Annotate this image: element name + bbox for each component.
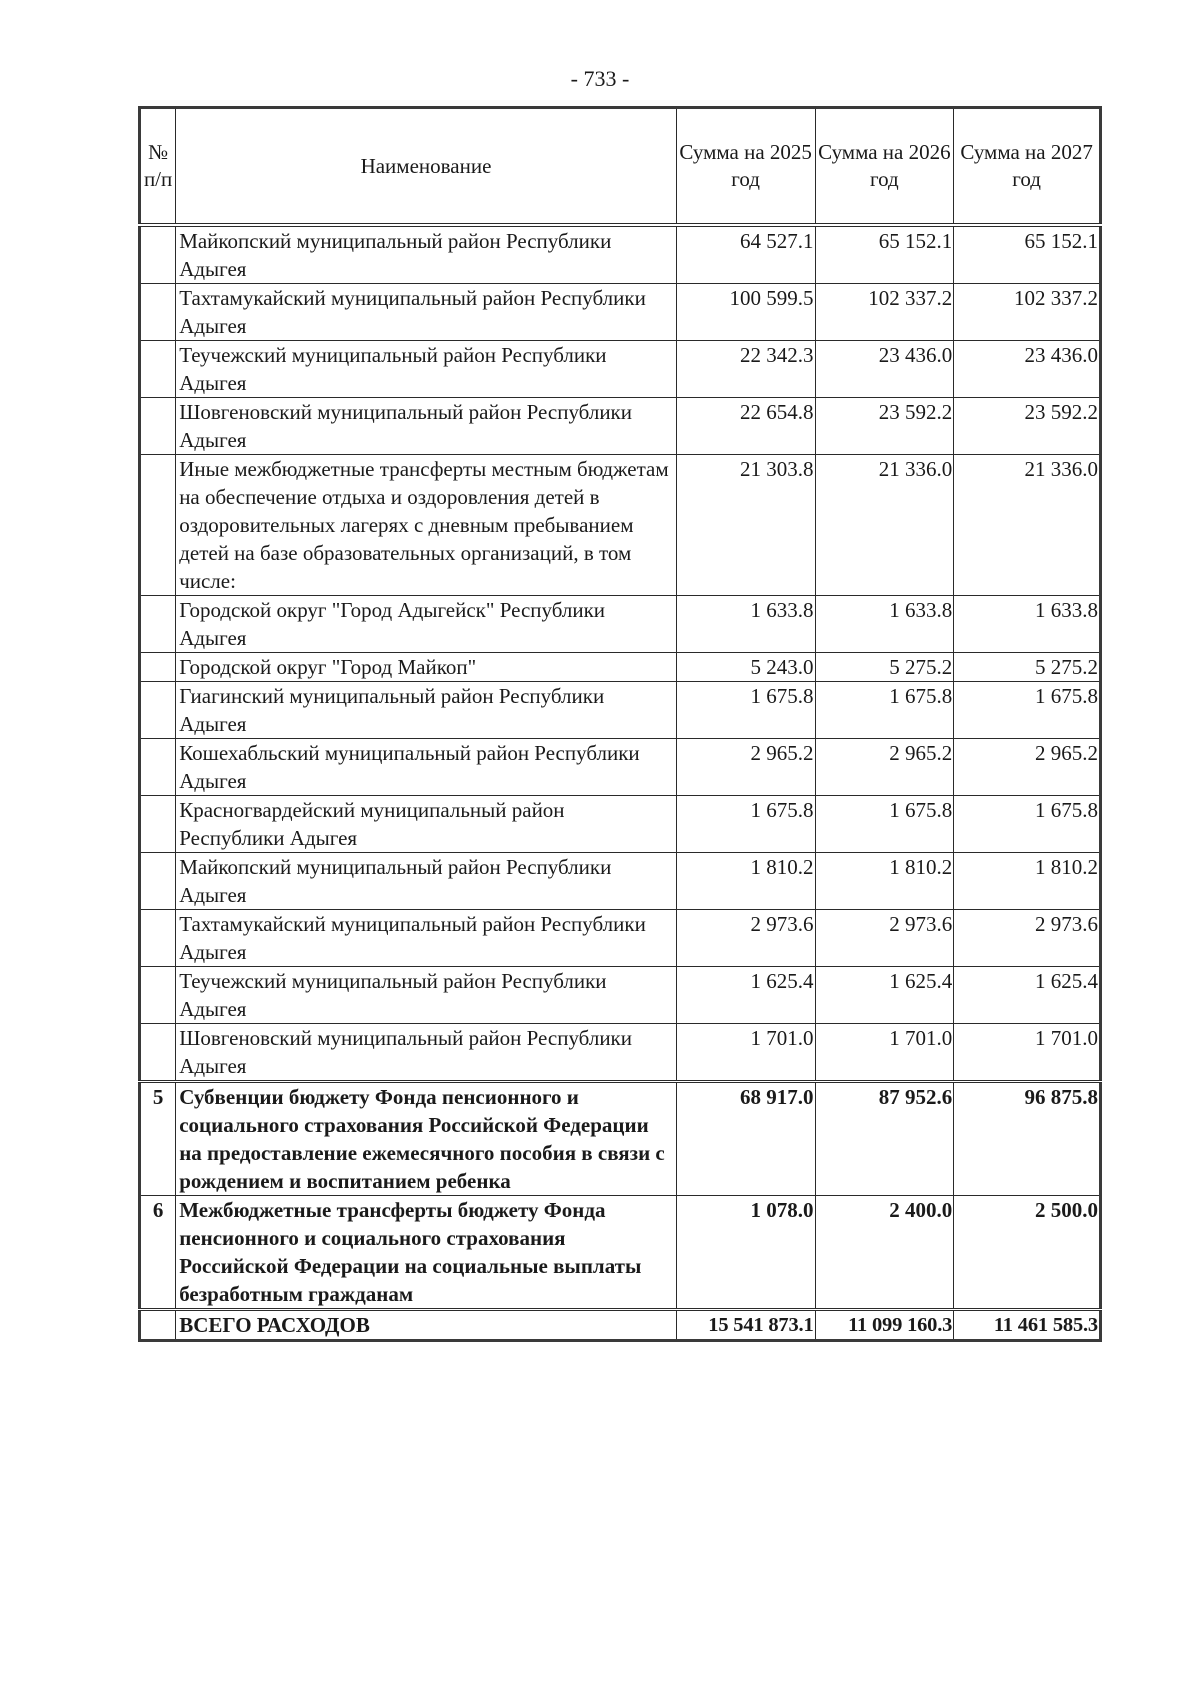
row-name: Красногвардейский муниципальный район Республики Адыгея (176, 796, 677, 853)
row-name: Тахтамукайский муниципальный район Республики Адыгея (176, 284, 677, 341)
row-value-2025: 2 973.6 (676, 910, 815, 967)
row-value-2027: 21 336.0 (954, 455, 1101, 596)
header-name: Наименование (176, 108, 677, 226)
table-header-row (140, 108, 1101, 226)
row-value-2027: 1 675.8 (954, 796, 1101, 853)
row-value-2027: 23 592.2 (954, 398, 1101, 455)
row-name: Городской округ "Город Адыгейск" Республики Адыгея (176, 596, 677, 653)
table-row-section-5 (140, 1082, 1101, 1196)
row-value-2026: 1 701.0 (815, 1024, 954, 1082)
total-value-2025: 15 541 873.1 (676, 1310, 815, 1341)
row-number (140, 682, 176, 739)
header-sum-2025: Сумма на 2025 год (676, 108, 815, 226)
total-label: ВСЕГО РАСХОДОВ (176, 1310, 677, 1341)
row-value-2025: 1 625.4 (676, 967, 815, 1024)
table-row (140, 284, 1101, 341)
row-value-2027: 96 875.8 (954, 1082, 1101, 1196)
row-value-2025: 1 633.8 (676, 596, 815, 653)
table-row (140, 596, 1101, 653)
row-number (140, 225, 176, 284)
row-value-2027: 23 436.0 (954, 341, 1101, 398)
row-number (140, 341, 176, 398)
table-row (140, 682, 1101, 739)
row-value-2025: 2 965.2 (676, 739, 815, 796)
row-value-2026: 2 965.2 (815, 739, 954, 796)
table-row (140, 1024, 1101, 1082)
row-value-2025: 1 675.8 (676, 796, 815, 853)
row-value-2025: 64 527.1 (676, 225, 815, 284)
row-number (140, 284, 176, 341)
row-number (140, 455, 176, 596)
table-row (140, 341, 1101, 398)
row-value-2027: 65 152.1 (954, 225, 1101, 284)
total-value-2026: 11 099 160.3 (815, 1310, 954, 1341)
row-number (140, 739, 176, 796)
header-no: № п/п (140, 108, 176, 226)
row-number: 6 (140, 1196, 176, 1310)
row-value-2025: 68 917.0 (676, 1082, 815, 1196)
row-value-2026: 1 625.4 (815, 967, 954, 1024)
row-value-2025: 1 810.2 (676, 853, 815, 910)
row-name: Кошехабльский муниципальный район Республики Адыгея (176, 739, 677, 796)
row-value-2026: 21 336.0 (815, 455, 954, 596)
table-row (140, 653, 1101, 682)
table-row (140, 967, 1101, 1024)
row-number (140, 398, 176, 455)
table-row (140, 853, 1101, 910)
table-row (140, 796, 1101, 853)
row-number: 5 (140, 1082, 176, 1196)
row-name: Городской округ "Город Майкоп" (176, 653, 677, 682)
row-value-2026: 23 436.0 (815, 341, 954, 398)
row-number (140, 1024, 176, 1082)
table-row (140, 739, 1101, 796)
row-name: Теучежский муниципальный район Республики Адыгея (176, 967, 677, 1024)
row-value-2025: 22 654.8 (676, 398, 815, 455)
row-name: Иные межбюджетные трансферты местным бюджетам на обеспечение отдыха и оздоровления детей в оздоровительных лагерях с дневным пребыванием детей на базе образовательных организаций, в том числе: (176, 455, 677, 596)
total-value-2027: 11 461 585.3 (954, 1310, 1101, 1341)
row-number (140, 967, 176, 1024)
row-value-2026: 2 973.6 (815, 910, 954, 967)
page-number: - 733 - (570, 66, 630, 91)
row-name: Межбюджетные трансферты бюджету Фонда пенсионного и социального страхования Российской Федерации на социальные выплаты безработным гражданам (176, 1196, 677, 1310)
row-value-2025: 1 675.8 (676, 682, 815, 739)
row-value-2026: 65 152.1 (815, 225, 954, 284)
row-value-2027: 1 625.4 (954, 967, 1101, 1024)
table-row (140, 455, 1101, 596)
row-value-2027: 1 810.2 (954, 853, 1101, 910)
row-value-2025: 22 342.3 (676, 341, 815, 398)
row-value-2026: 23 592.2 (815, 398, 954, 455)
row-value-2027: 1 633.8 (954, 596, 1101, 653)
table-total-row (140, 1310, 1101, 1341)
row-value-2025: 21 303.8 (676, 455, 815, 596)
budget-table (138, 106, 1102, 1342)
row-value-2026: 1 675.8 (815, 682, 954, 739)
row-value-2026: 1 810.2 (815, 853, 954, 910)
row-value-2027: 1 701.0 (954, 1024, 1101, 1082)
row-number (140, 910, 176, 967)
row-name: Майкопский муниципальный район Республики Адыгея (176, 853, 677, 910)
row-value-2026: 5 275.2 (815, 653, 954, 682)
row-name: Субвенции бюджету Фонда пенсионного и социального страхования Российской Федерации на предоставление ежемесячного пособия в связи с рождением и воспитанием ребенка (176, 1082, 677, 1196)
row-name: Тахтамукайский муниципальный район Республики Адыгея (176, 910, 677, 967)
row-value-2027: 102 337.2 (954, 284, 1101, 341)
row-number (140, 596, 176, 653)
table-row (140, 398, 1101, 455)
row-value-2026: 87 952.6 (815, 1082, 954, 1196)
row-value-2027: 2 973.6 (954, 910, 1101, 967)
table-row (140, 225, 1101, 284)
row-value-2027: 2 965.2 (954, 739, 1101, 796)
table-row (140, 910, 1101, 967)
table-row-section-6 (140, 1196, 1101, 1310)
row-name: Теучежский муниципальный район Республики Адыгея (176, 341, 677, 398)
row-value-2027: 1 675.8 (954, 682, 1101, 739)
header-sum-2026: Сумма на 2026 год (815, 108, 954, 226)
row-number (140, 796, 176, 853)
row-number (140, 653, 176, 682)
row-value-2027: 2 500.0 (954, 1196, 1101, 1310)
total-number-cell (140, 1310, 176, 1341)
row-value-2026: 102 337.2 (815, 284, 954, 341)
row-value-2025: 1 701.0 (676, 1024, 815, 1082)
row-value-2026: 1 675.8 (815, 796, 954, 853)
row-value-2027: 5 275.2 (954, 653, 1101, 682)
row-number (140, 853, 176, 910)
row-value-2025: 100 599.5 (676, 284, 815, 341)
row-name: Гиагинский муниципальный район Республики Адыгея (176, 682, 677, 739)
row-name: Шовгеновский муниципальный район Республики Адыгея (176, 1024, 677, 1082)
row-value-2026: 1 633.8 (815, 596, 954, 653)
row-name: Шовгеновский муниципальный район Республики Адыгея (176, 398, 677, 455)
row-value-2025: 1 078.0 (676, 1196, 815, 1310)
row-value-2026: 2 400.0 (815, 1196, 954, 1310)
row-value-2025: 5 243.0 (676, 653, 815, 682)
header-sum-2027: Сумма на 2027 год (954, 108, 1101, 226)
row-name: Майкопский муниципальный район Республики Адыгея (176, 225, 677, 284)
